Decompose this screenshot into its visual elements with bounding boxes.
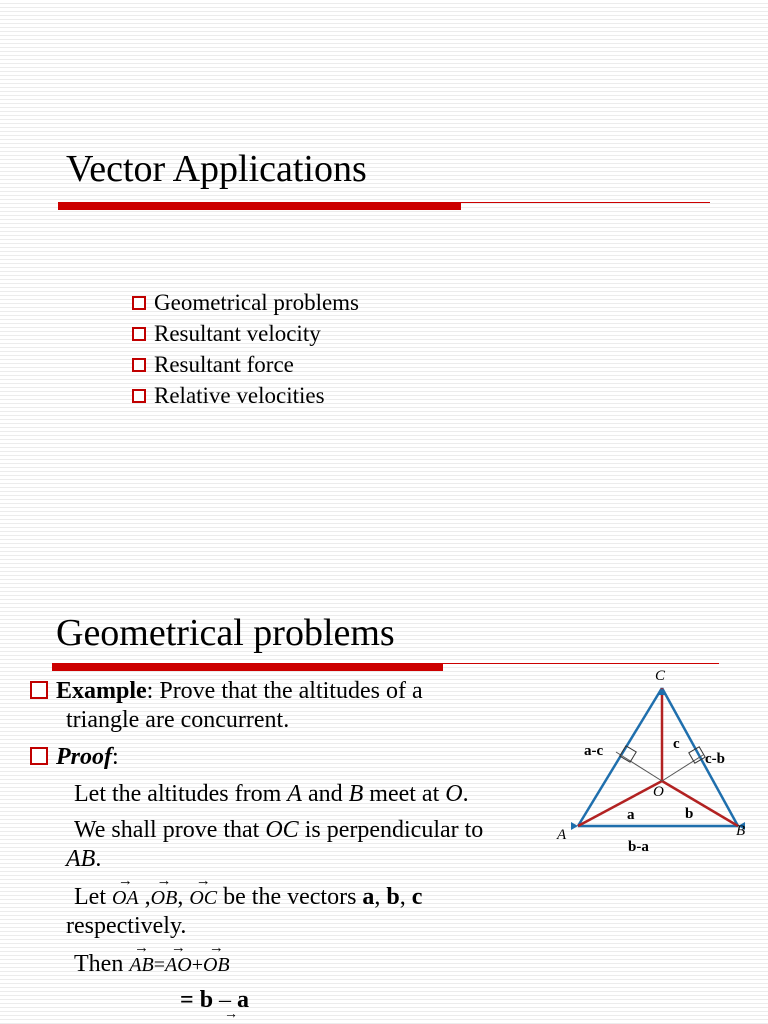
vector-a-bold: a	[237, 987, 250, 1013]
point-c-label: C	[655, 668, 666, 684]
text-segment: ,	[399, 884, 412, 910]
list-item	[132, 318, 359, 349]
label-b: b	[685, 806, 694, 822]
text-segment: We shall prove that	[74, 817, 266, 843]
bullet-label: Resultant velocity	[154, 321, 321, 346]
vertex-a-arrow-icon	[571, 822, 578, 830]
slide2-title: Geometrical problems	[56, 612, 395, 654]
vector-arrow-icon: →	[224, 1007, 238, 1022]
bullet-label: Relative velocities	[154, 383, 325, 408]
bullet-label: Resultant force	[154, 352, 294, 377]
text-segment: be the vectors	[223, 884, 363, 910]
altitude-from-a	[662, 755, 703, 781]
square-bullet-icon	[132, 358, 146, 372]
minus-sign: –	[219, 987, 232, 1013]
square-bullet-icon	[30, 681, 48, 699]
vector-c-bold: c	[411, 884, 423, 910]
slide1-bullet-list	[132, 287, 359, 411]
altitude-from-b	[616, 752, 662, 781]
vector-arrow-icon: →	[195, 873, 211, 889]
plus-sign: +	[191, 954, 203, 976]
square-bullet-icon	[30, 747, 48, 765]
proof-text-line-2	[74, 816, 483, 844]
list-item	[132, 349, 359, 380]
vector-label: OC	[189, 887, 218, 909]
example-text: : Prove that the altitudes of a	[146, 678, 423, 704]
label-c-minus-b: c-b	[705, 751, 725, 767]
example-label: Example	[56, 678, 147, 704]
segment-ab-ref: AB	[66, 846, 96, 872]
vector-oc	[189, 873, 218, 912]
equals-sign: =	[153, 954, 166, 976]
vector-ob	[150, 873, 178, 912]
proof-text-line-4	[74, 873, 423, 912]
vector-arrow-icon: →	[134, 940, 150, 956]
proof-label: Proof	[56, 744, 112, 770]
text-segment: .	[462, 781, 469, 807]
proof-text-line-7	[180, 986, 249, 1014]
text-segment: ,	[144, 884, 151, 910]
text-segment: Let the altitudes from	[74, 781, 288, 807]
segment-oc-ref: OC	[265, 817, 299, 843]
point-o-label: O	[653, 784, 664, 800]
vector-ab	[129, 940, 154, 979]
vector-oa	[111, 873, 139, 912]
text-segment: ,	[374, 884, 387, 910]
vector-b-bold: b	[386, 884, 400, 910]
square-bullet-icon	[132, 327, 146, 341]
vector-label: OA	[111, 887, 139, 909]
equals-sign: =	[180, 987, 194, 1013]
slide1-title: Vector Applications	[66, 148, 367, 190]
proof-text-line-6	[74, 940, 230, 979]
vector-a-bold: a	[362, 884, 375, 910]
label-a-minus-c: a-c	[584, 743, 604, 759]
vector-arrow-icon: →	[170, 940, 186, 956]
proof-text-line-5: respectively.	[66, 913, 187, 939]
slide1-title-rule-thick	[58, 202, 461, 210]
text-segment: Let	[74, 884, 106, 910]
proof-line	[30, 743, 119, 771]
text-segment: Then	[74, 951, 124, 977]
vector-label: AO	[165, 954, 192, 976]
vector-ob	[202, 940, 230, 979]
point-o-ref: O	[445, 781, 463, 807]
point-a-ref: A	[287, 781, 302, 807]
list-item	[132, 380, 359, 411]
text-segment: .	[95, 846, 102, 872]
list-item	[132, 287, 359, 318]
vector-label: AB	[129, 954, 154, 976]
text-segment: is perpendicular to	[298, 817, 484, 843]
square-bullet-icon	[132, 389, 146, 403]
vector-b-bold: b	[199, 987, 214, 1013]
text-segment: ,	[177, 884, 184, 910]
slide1-title-rule-thin	[461, 202, 710, 203]
square-bullet-icon	[132, 296, 146, 310]
proof-text-line-3	[66, 845, 101, 873]
label-b-minus-a: b-a	[628, 839, 649, 855]
proof-text-line-1	[74, 780, 469, 808]
example-text-continued: triangle are concurrent.	[66, 707, 290, 733]
point-b-label: B	[736, 823, 746, 839]
vector-arrow-icon: →	[208, 940, 224, 956]
point-a-label: A	[557, 827, 567, 843]
vector-label: OB	[150, 887, 178, 909]
bullet-label: Geometrical problems	[154, 290, 360, 315]
text-segment: and	[301, 781, 349, 807]
example-line	[30, 677, 423, 705]
label-a: a	[627, 807, 635, 823]
point-b-ref: B	[348, 781, 364, 807]
proof-colon: :	[112, 744, 119, 770]
text-segment: meet at	[363, 781, 446, 807]
label-c: c	[673, 736, 680, 752]
vector-label: OB	[202, 954, 230, 976]
vector-ao	[165, 940, 192, 979]
slide2-title-rule-thick	[52, 663, 443, 671]
vector-arrow-icon: →	[117, 873, 133, 889]
triangle-diagram	[545, 660, 768, 860]
vector-arrow-icon: →	[156, 873, 172, 889]
